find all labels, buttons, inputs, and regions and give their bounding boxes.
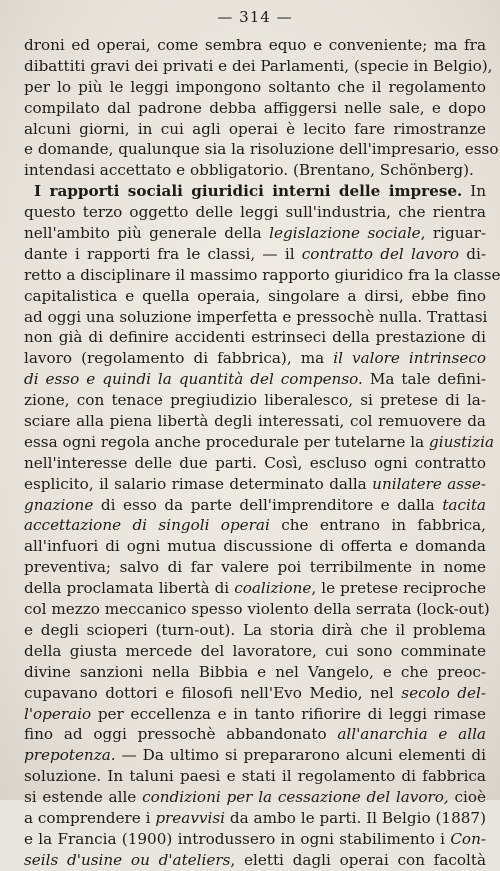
text-span: questo terzo oggetto delle leggi sull'industria, che rientra — [24, 203, 486, 222]
text-span: Ma tale defini- — [362, 370, 487, 389]
text-span: , eletti dagli operai con facoltà — [230, 850, 486, 869]
text-span: si estende alle — [24, 788, 143, 807]
text-span: sciare alla piena libertà degli interessati, col remuovere da — [24, 412, 486, 431]
body-text — [24, 35, 500, 871]
text-span: preventiva; salvo di far valere poi terribilmente in nome — [24, 558, 486, 577]
text-span: esplicito, il salario rimase determinato dalla — [24, 474, 373, 493]
text-span: nell'interesse delle due parti. Così, escluso ogni contratto — [24, 453, 486, 472]
text-line — [24, 850, 486, 871]
text-span: — Da ultimo si prepararono alcuni elementi di — [115, 746, 486, 765]
text-span: soluzione. In taluni paesi e stati il regolamento di fabbrica — [24, 767, 486, 786]
emphasis-text: il valore intrinseco — [333, 349, 486, 368]
text-line — [24, 474, 486, 495]
text-line — [24, 369, 486, 390]
emphasis-text: condizioni per la cessazione del lavoro, — [142, 788, 449, 807]
text-line — [24, 181, 486, 202]
text-span: intendasi accettato e obbligatorio. (Brentano, Schönberg). — [24, 161, 474, 180]
text-span: droni ed operai, come sembra equo e conveniente; ma fra — [24, 36, 486, 54]
emphasis-text: l'operaio — [24, 704, 92, 723]
emphasis-text: prepotenza. — [24, 746, 116, 765]
emphasis-text: legislazione sociale — [269, 224, 421, 243]
text-span: lavoro (regolamento di fabbrica), ma — [24, 349, 334, 368]
text-span: cioè — [448, 788, 487, 807]
text-span: all'infuori di ogni mutua discussione di offerta e domanda — [24, 537, 486, 556]
text-line — [24, 244, 486, 265]
text-span: e domande, qualunque sia la risoluzione dell'impresario, esso — [24, 140, 499, 159]
text-span: a comprendere i — [24, 808, 156, 827]
text-line — [24, 808, 486, 829]
text-line — [24, 432, 495, 453]
text-span: per lo più le leggi impongono soltanto che il regolamento — [24, 77, 486, 96]
text-span: , riguar- — [420, 224, 486, 243]
text-span: che entrano in fabbrica, — [269, 516, 486, 535]
text-line — [24, 411, 486, 432]
text-line — [24, 98, 486, 119]
text-span: divine sanzioni nella Bibbia e nel Vangelo, e che preoc- — [24, 662, 486, 681]
text-line — [24, 724, 486, 745]
text-span: In — [462, 182, 487, 201]
text-span: cupavano dottori e filosofi nell'Evo Medio, nel — [24, 683, 402, 702]
text-line — [24, 139, 499, 160]
emphasis-text: gnazione — [24, 495, 94, 514]
text-line — [24, 119, 486, 140]
text-line — [24, 829, 486, 850]
text-span: capitalistica e quella operaia, singolare a dirsi, ebbe fino — [24, 286, 486, 305]
text-line — [24, 348, 486, 369]
text-line — [24, 620, 486, 641]
text-line — [24, 641, 486, 662]
text-line — [24, 704, 486, 725]
text-span: col mezzo meccanico spesso violento della serrata (lock-out) — [24, 600, 490, 619]
text-line — [24, 390, 486, 411]
text-line — [24, 265, 500, 286]
text-line — [24, 745, 486, 766]
text-span: nell'ambito più generale della — [24, 224, 270, 243]
text-line — [24, 223, 486, 244]
section-heading: I rapporti sociali giuridici interni delle imprese. — [34, 182, 463, 201]
emphasis-text: preavvisi — [155, 808, 226, 827]
text-line — [24, 515, 486, 536]
text-span: di- — [459, 244, 486, 263]
text-span: zione, con tenace pregiudizio liberalesco, si pretese di la- — [24, 391, 486, 410]
text-span: da ambo le parti. Il Belgio (1887) — [225, 808, 487, 827]
text-span: alcuni giorni, in cui agli operai è lecito fare rimostranze — [24, 119, 486, 138]
text-line — [24, 202, 486, 223]
text-line — [24, 286, 486, 307]
text-span: e degli scioperi (turn-out). La storia dirà che il problema — [24, 620, 486, 639]
text-line — [24, 578, 486, 599]
text-line — [24, 307, 486, 328]
text-line — [24, 35, 486, 56]
text-line — [24, 683, 486, 704]
text-span: ad oggi una soluzione imperfetta e pressochè nulla. Trattasi — [24, 307, 488, 326]
text-span: e la Francia (1900) introdussero in ogni stabilimento i — [24, 829, 451, 848]
text-line — [24, 56, 493, 77]
text-line — [24, 536, 486, 557]
text-line — [24, 495, 486, 516]
text-span: per eccellenza e in tanto rifiorire di leggi rimase — [91, 704, 486, 723]
text-line — [24, 327, 486, 348]
text-span: della proclamata libertà di — [24, 579, 235, 598]
text-span: fino ad oggi pressochè abbandonato — [24, 725, 338, 744]
emphasis-text: coalizione — [234, 579, 312, 598]
emphasis-text: all'anarchia e alla — [337, 725, 486, 744]
text-line — [24, 160, 486, 181]
text-line — [24, 662, 486, 683]
emphasis-text: seils d'usine ou d'ateliers — [24, 850, 231, 869]
emphasis-text: Con- — [450, 829, 486, 848]
emphasis-text: unilatere asse- — [372, 474, 486, 493]
text-span: non già di definire accidenti estrinseci della prestazione di — [24, 328, 486, 347]
page-number: — 314 — — [217, 8, 293, 26]
text-span: di esso da parte dell'imprenditore e dalla — [93, 495, 443, 514]
text-line — [24, 453, 486, 474]
text-line — [24, 766, 486, 787]
text-span: retto a disciplinare il massimo rapporto giuridico fra la classe — [24, 265, 500, 284]
text-span: dibattiti gravi dei privati e dei Parlamenti, (specie in Belgio), — [24, 56, 493, 75]
text-line — [24, 77, 486, 98]
text-span: compilato dal padrone debba affiggersi nelle sale, e dopo — [24, 98, 486, 117]
text-span: della giusta mercede del lavoratore, cui sono comminate — [24, 641, 486, 660]
emphasis-text: giustizia — [428, 432, 495, 451]
emphasis-text: contratto del lavoro — [301, 244, 460, 263]
emphasis-text: di esso e quindi la quantità del compenso. — [24, 370, 363, 389]
text-line — [24, 787, 486, 808]
text-line — [24, 557, 486, 578]
emphasis-text: tacita — [442, 495, 486, 514]
text-span: dante i rapporti fra le classi, — il — [24, 244, 302, 263]
text-line — [24, 599, 490, 620]
emphasis-text: accettazione di singoli operai — [24, 516, 270, 535]
text-span: essa ogni regola anche procedurale per tutelarne la — [24, 432, 429, 451]
emphasis-text: secolo del- — [401, 683, 486, 702]
text-span: , le pretese reciproche — [311, 579, 487, 598]
